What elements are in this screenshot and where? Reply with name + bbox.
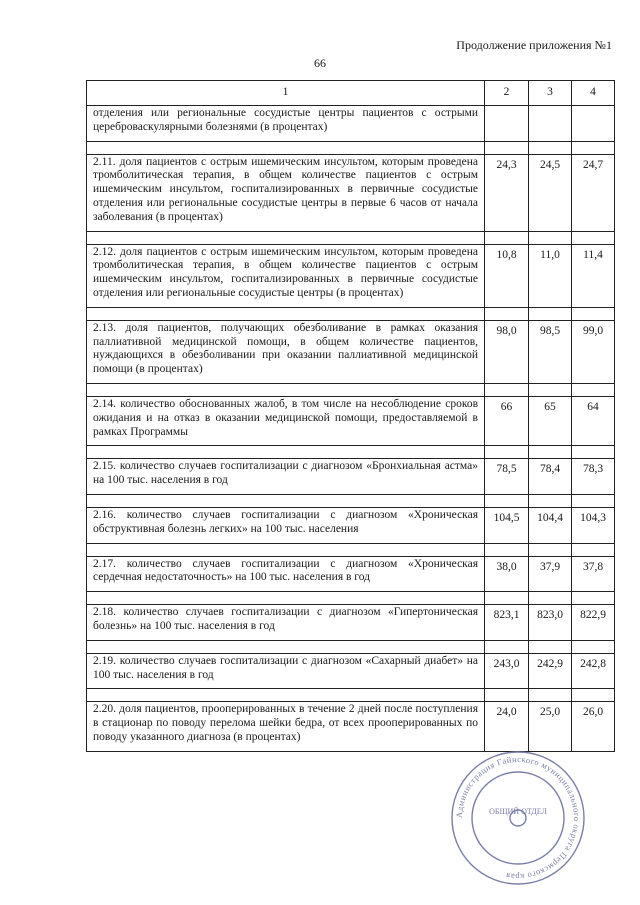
table-row <box>87 702 615 751</box>
indicator-value-v2: 242,9 <box>529 653 572 689</box>
page-number: 66 <box>314 56 326 70</box>
indicator-value-v3: 99,0 <box>572 320 615 383</box>
spacer-cell <box>529 383 572 396</box>
indicator-description: 2.13. доля пациентов, получающих обезболивание в рамках оказания паллиативной медицинской помощи, в общем количестве пациентов, нуждающихся в обезболивании при оказании паллиативной медицинской помощи (в процентах) <box>87 320 485 383</box>
table-body <box>87 106 615 752</box>
appendix-continuation-note: Продолжение приложения №1 <box>456 38 612 52</box>
table-row <box>87 605 615 641</box>
row-spacer <box>87 592 615 605</box>
column-header-1: 1 <box>87 81 485 106</box>
indicator-value-v3: 11,4 <box>572 244 615 307</box>
spacer-cell <box>87 543 485 556</box>
spacer-cell <box>529 231 572 244</box>
spacer-cell <box>87 307 485 320</box>
svg-text:Администрация Гайнского муници <box>454 754 582 882</box>
spacer-cell <box>87 494 485 507</box>
indicator-value-v1: 24,3 <box>485 154 529 231</box>
indicator-value-v2: 25,0 <box>529 702 572 751</box>
row-spacer <box>87 689 615 702</box>
indicator-value-v1: 78,5 <box>485 459 529 495</box>
row-spacer <box>87 640 615 653</box>
table-row <box>87 396 615 445</box>
indicator-value-v1: 104,5 <box>485 507 529 543</box>
spacer-cell <box>572 640 615 653</box>
row-spacer <box>87 231 615 244</box>
spacer-cell <box>529 494 572 507</box>
indicator-value-v2: 823,0 <box>529 605 572 641</box>
table-row <box>87 459 615 495</box>
spacer-cell <box>485 383 529 396</box>
table-row <box>87 507 615 543</box>
spacer-cell <box>87 383 485 396</box>
indicator-value-v1: 98,0 <box>485 320 529 383</box>
row-spacer <box>87 383 615 396</box>
table-header-row <box>87 81 615 106</box>
table-row <box>87 244 615 307</box>
spacer-cell <box>572 231 615 244</box>
empty-cell <box>485 106 529 142</box>
spacer-cell <box>572 592 615 605</box>
table-row <box>87 556 615 592</box>
spacer-cell <box>87 141 485 154</box>
table-row <box>87 320 615 383</box>
spacer-cell <box>529 307 572 320</box>
spacer-cell <box>485 307 529 320</box>
row-spacer <box>87 307 615 320</box>
indicator-description: 2.18. количество случаев госпитализации с диагнозом «Гипертоническая болезнь» на 100 тыс. населения в год <box>87 605 485 641</box>
spacer-cell <box>529 446 572 459</box>
indicator-value-v1: 10,8 <box>485 244 529 307</box>
spacer-cell <box>485 231 529 244</box>
table-row <box>87 154 615 231</box>
spacer-cell <box>572 141 615 154</box>
spacer-cell <box>485 543 529 556</box>
spacer-cell <box>529 543 572 556</box>
continuation-text: отделения или региональные сосудистые центры пациентов с острыми цереброваскулярными болезнями (в процентах) <box>87 106 485 142</box>
indicator-value-v3: 26,0 <box>572 702 615 751</box>
empty-cell <box>529 106 572 142</box>
spacer-cell <box>572 494 615 507</box>
indicator-value-v1: 243,0 <box>485 653 529 689</box>
indicator-description: 2.20. доля пациентов, прооперированных в течение 2 дней после поступления в стационар по поводу перелома шейки бедра, от всех прооперированных по поводу указанного диагноза (в процентах) <box>87 702 485 751</box>
spacer-cell <box>485 640 529 653</box>
indicator-value-v3: 64 <box>572 396 615 445</box>
column-header-4: 4 <box>572 81 615 106</box>
empty-cell <box>572 106 615 142</box>
indicators-table <box>86 80 615 752</box>
spacer-cell <box>87 592 485 605</box>
indicator-value-v3: 37,8 <box>572 556 615 592</box>
indicator-value-v2: 11,0 <box>529 244 572 307</box>
spacer-cell <box>87 640 485 653</box>
indicator-value-v1: 38,0 <box>485 556 529 592</box>
column-header-2: 2 <box>485 81 529 106</box>
indicator-value-v2: 98,5 <box>529 320 572 383</box>
official-stamp <box>448 748 588 888</box>
indicator-value-v2: 24,5 <box>529 154 572 231</box>
indicator-description: 2.15. количество случаев госпитализации с диагнозом «Бронхиальная астма» на 100 тыс. населения в год <box>87 459 485 495</box>
indicator-value-v2: 37,9 <box>529 556 572 592</box>
stamp-outer-text: Администрация Гайнского муниципального округа Пермского края <box>453 753 583 883</box>
continuation-row <box>87 106 615 142</box>
indicator-description: 2.14. количество обоснованных жалоб, в том числе на несоблюдение сроков ожидания и на отказ в оказании медицинской помощи, предоставляемой в рамках Программы <box>87 396 485 445</box>
spacer-cell <box>529 592 572 605</box>
indicator-description: 2.12. доля пациентов с острым ишемическим инсультом, которым проведена тромболитическая терапия, в общем количестве пациентов с острым ишемическим инсультом, госпитализированных в первичные сосудистые отделения или региональные сосудистые центры (в процентах) <box>87 244 485 307</box>
spacer-cell <box>485 446 529 459</box>
indicator-description: 2.11. доля пациентов с острым ишемическим инсультом, которым проведена тромболитическая терапия, в общем количестве пациентов с острым ишемическим инсультом, госпитализированных в первичные сосудистые отделения или региональные сосудистые центры в первые 6 часов от начала заболевания (в процентах) <box>87 154 485 231</box>
spacer-cell <box>572 383 615 396</box>
spacer-cell <box>529 689 572 702</box>
stamp-inner-text: ОБЩИЙ ОТДЕЛ <box>489 807 547 816</box>
spacer-cell <box>572 446 615 459</box>
indicator-value-v2: 104,4 <box>529 507 572 543</box>
indicator-value-v3: 24,7 <box>572 154 615 231</box>
spacer-cell <box>529 141 572 154</box>
column-header-3: 3 <box>529 81 572 106</box>
spacer-cell <box>485 141 529 154</box>
indicator-value-v1: 823,1 <box>485 605 529 641</box>
spacer-cell <box>87 231 485 244</box>
spacer-cell <box>485 592 529 605</box>
spacer-cell <box>572 307 615 320</box>
spacer-cell <box>87 446 485 459</box>
indicator-value-v2: 65 <box>529 396 572 445</box>
spacer-cell <box>572 543 615 556</box>
row-spacer <box>87 141 615 154</box>
indicator-description: 2.19. количество случаев госпитализации с диагнозом «Сахарный диабет» на 100 тыс. населения в год <box>87 653 485 689</box>
row-spacer <box>87 543 615 556</box>
spacer-cell <box>485 689 529 702</box>
spacer-cell <box>87 689 485 702</box>
row-spacer <box>87 446 615 459</box>
indicator-description: 2.16. количество случаев госпитализации с диагнозом «Хроническая обструктивная болезнь легких» на 100 тыс. населения <box>87 507 485 543</box>
indicator-value-v1: 24,0 <box>485 702 529 751</box>
indicator-value-v3: 822,9 <box>572 605 615 641</box>
indicator-value-v3: 104,3 <box>572 507 615 543</box>
stamp-inner-ring <box>472 772 564 864</box>
spacer-cell <box>485 494 529 507</box>
indicator-value-v3: 242,8 <box>572 653 615 689</box>
spacer-cell <box>529 640 572 653</box>
indicator-value-v1: 66 <box>485 396 529 445</box>
indicator-value-v2: 78,4 <box>529 459 572 495</box>
row-spacer <box>87 494 615 507</box>
table-row <box>87 653 615 689</box>
indicator-description: 2.17. количество случаев госпитализации с диагнозом «Хроническая сердечная недостаточность» на 100 тыс. населения в год <box>87 556 485 592</box>
spacer-cell <box>572 689 615 702</box>
indicator-value-v3: 78,3 <box>572 459 615 495</box>
